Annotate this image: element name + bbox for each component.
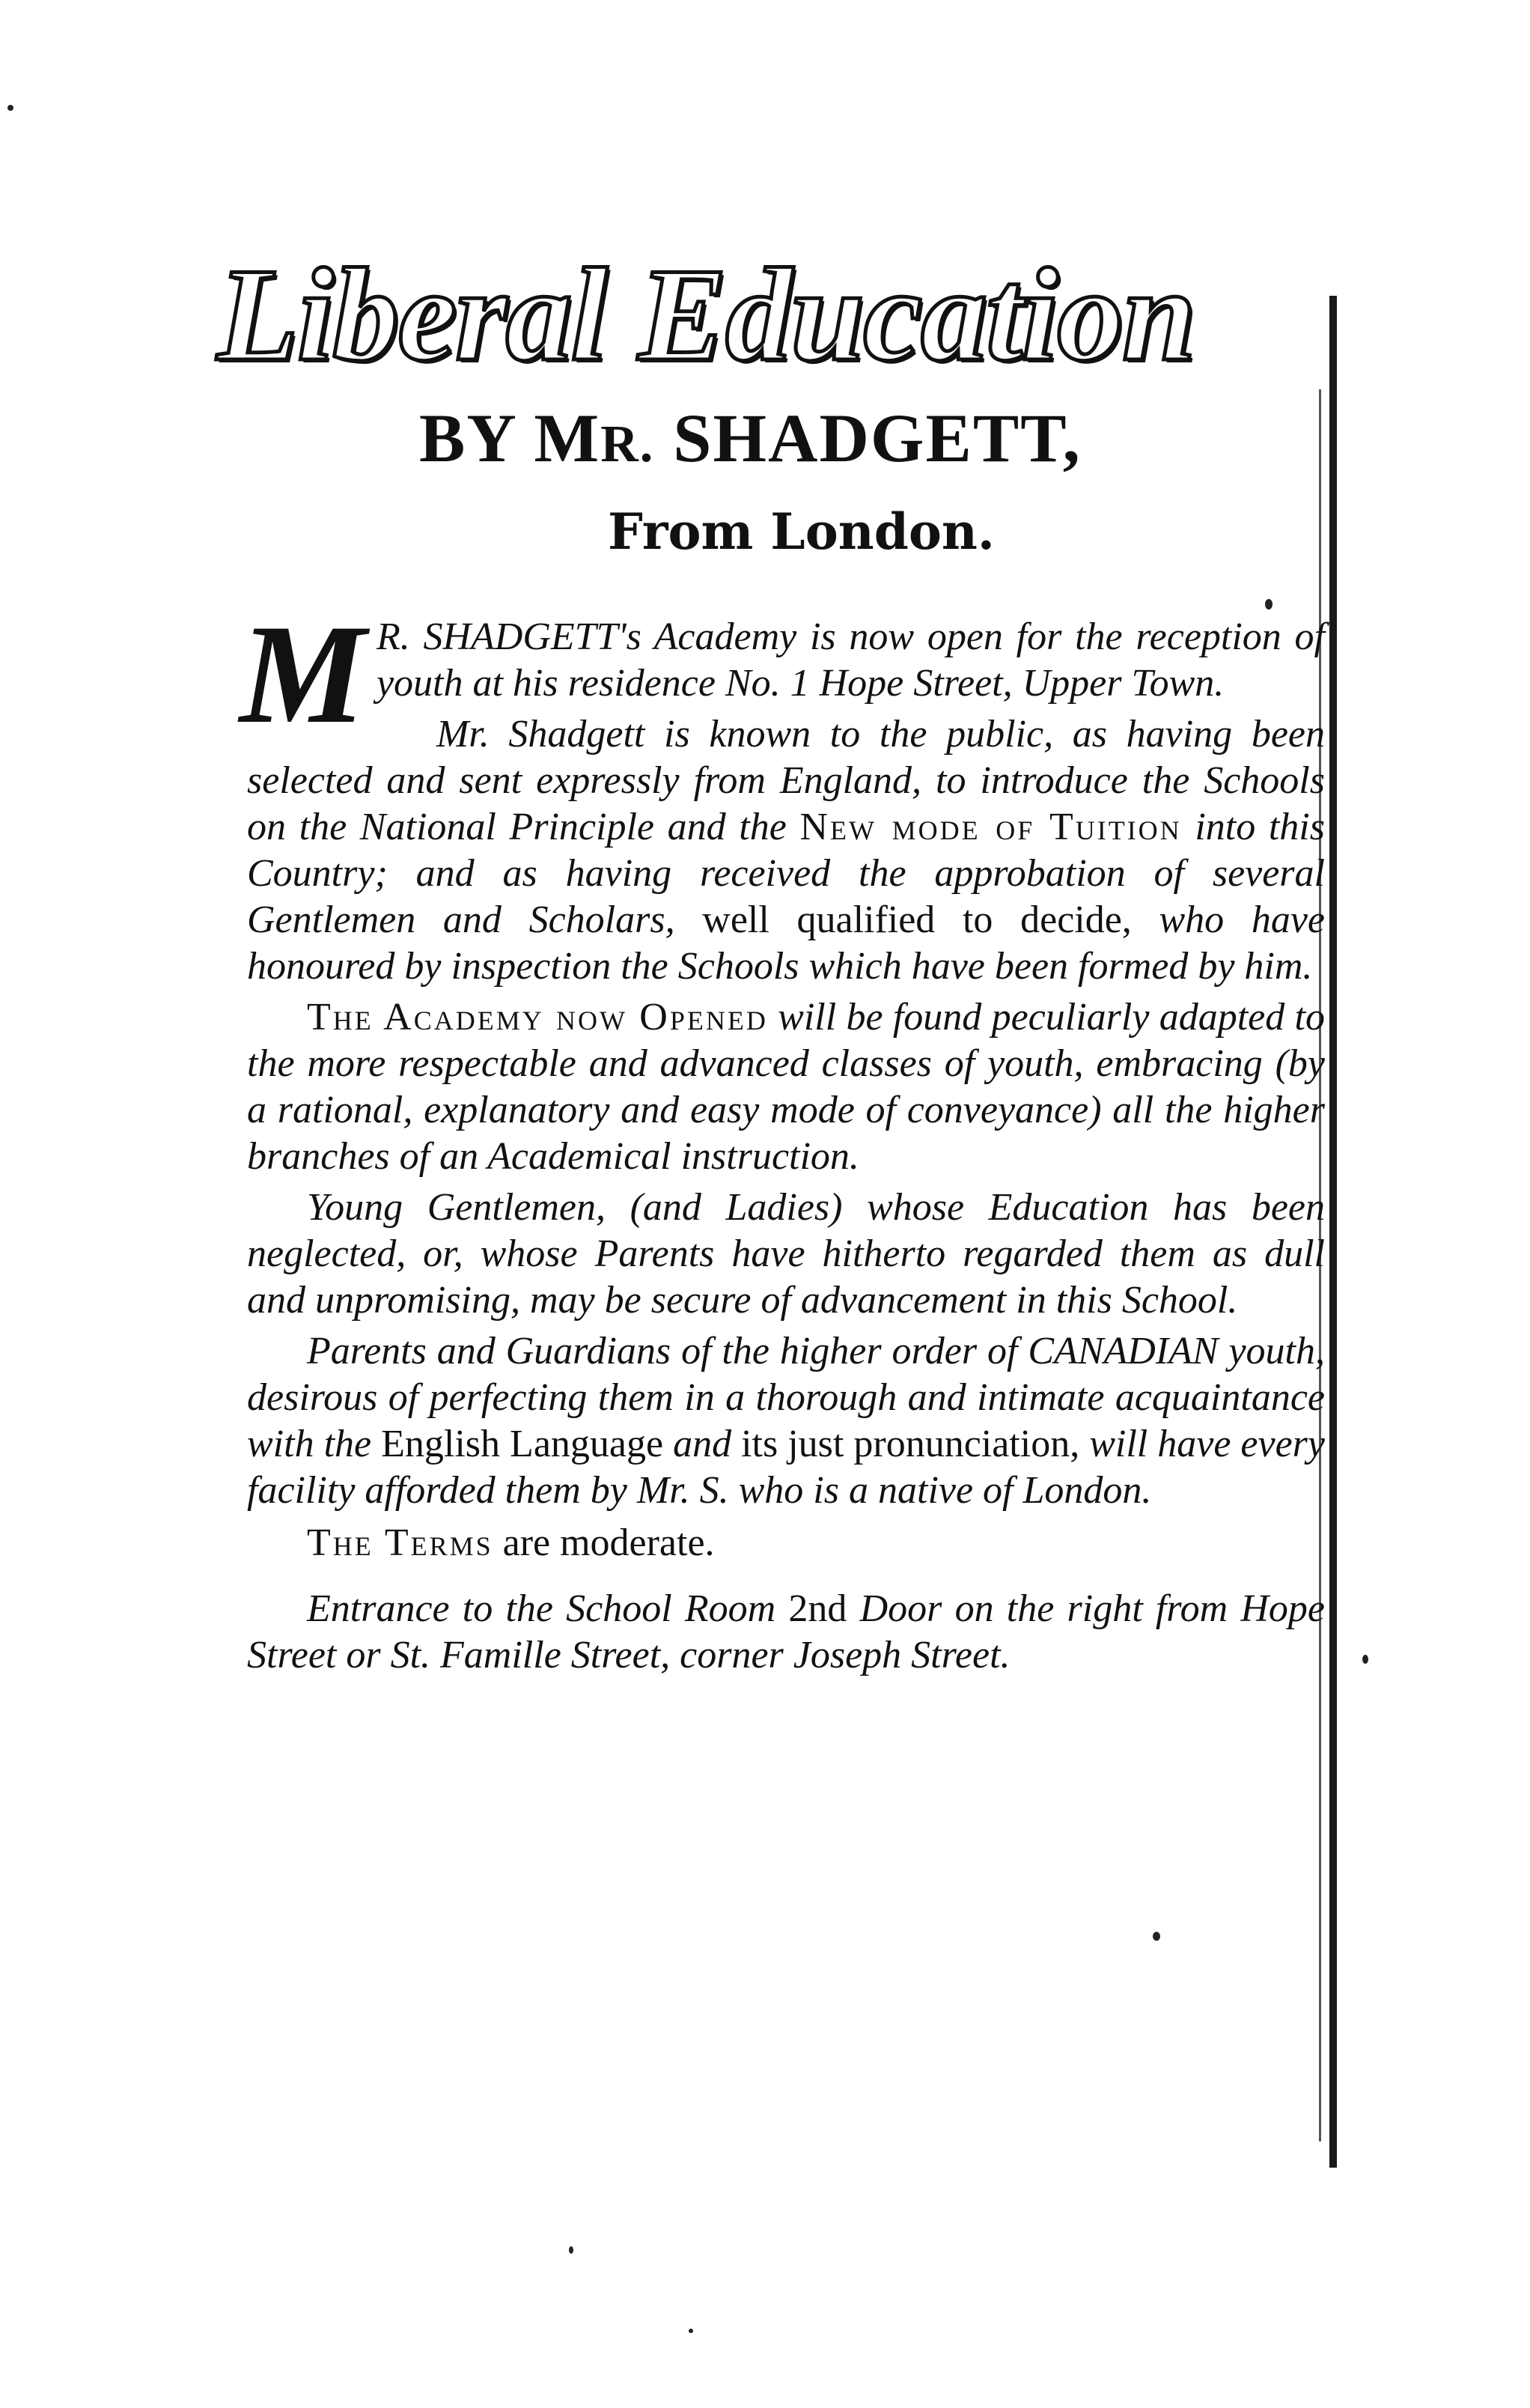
terms-caps: The Terms <box>307 1521 493 1564</box>
terms-rest: are moderate. <box>493 1521 715 1564</box>
paragraph-shadgett-known <box>247 711 1325 990</box>
byline-name: SHADGETT, <box>654 400 1082 476</box>
paragraph-terms <box>247 1520 1325 1566</box>
paragraph-caps: The Academy now Opened <box>307 996 768 1039</box>
paragraph-young-gentlemen <box>247 1185 1325 1324</box>
ink-speck <box>1153 1932 1160 1941</box>
paragraph-text: Door on the right from Hope Street or St. Famille Street, corner Joseph Street. <box>247 1587 1325 1676</box>
paragraph-text: will be found peculiarly adapted to the more respectable and advanced classes of youth, embracing (by a rational, explanatory and easy mode of conveyance) all the higher branches of an Academical instruction. <box>247 996 1325 1178</box>
byline <box>419 397 1243 486</box>
advertisement-body <box>240 596 1325 1683</box>
ink-speck <box>1265 599 1273 609</box>
headline-title: Liberal Education <box>217 240 1195 389</box>
paragraph-text: who have honoured by inspection the Schools which have been formed by him. <box>247 899 1325 988</box>
byline-by: BY <box>419 400 534 476</box>
column-rule <box>1329 296 1337 2168</box>
ink-speck <box>569 2246 573 2254</box>
ink-speck <box>7 105 13 111</box>
paragraph-text: into this Country; and as having received the approbation of several Gentlemen and Scholars, <box>247 806 1325 941</box>
paragraph-text: will have every facility afforded them by Mr. S. who is a native of London. <box>247 1423 1325 1512</box>
paragraph-roman: its just pronunciation, <box>741 1423 1080 1465</box>
paragraph-text: Mr. Shadgett is known to the public, as having been selected and sent expressly from England, to introduce the Schools on the National Principle and the <box>247 713 1325 848</box>
paragraph-caps: New mode of Tuition <box>799 806 1182 848</box>
byline-mr-rest: R. <box>600 416 655 473</box>
ink-speck <box>689 2329 693 2333</box>
paragraph-text: Parents and Guardians of the higher order of CANADIAN youth, desirous of perfecting them in a thorough and intimate acquaintance with the <box>247 1330 1325 1465</box>
ink-speck <box>1362 1655 1368 1664</box>
paragraph-text: Entrance to the School Room <box>307 1587 789 1630</box>
paragraph-text: and <box>663 1423 742 1465</box>
byline-mr-initial: M <box>534 400 601 476</box>
paragraph-academy-opened <box>247 994 1325 1180</box>
paragraph-roman: 2nd <box>788 1587 847 1630</box>
paragraph-roman: well qualified to decide, <box>702 899 1132 941</box>
from-london-subtitle: From London. <box>608 502 995 561</box>
paragraph-roman: English Language <box>381 1423 664 1465</box>
paragraph-entrance <box>247 1586 1325 1679</box>
drop-cap: M <box>240 596 366 753</box>
paragraph-text: Young Gentlemen, (and Ladies) whose Education has been neglected, or, whose Parents have hitherto regarded them as dull and unpromising, may be secure of advancement in this School. <box>247 1186 1325 1322</box>
paragraph-parents-guardians <box>247 1328 1325 1514</box>
paragraph-text: R. SHADGETT's Academy is now open for the reception of youth at his residence No. 1 Hope Street, Upper Town. <box>376 615 1325 705</box>
paragraph-academy-open <box>240 596 1325 753</box>
